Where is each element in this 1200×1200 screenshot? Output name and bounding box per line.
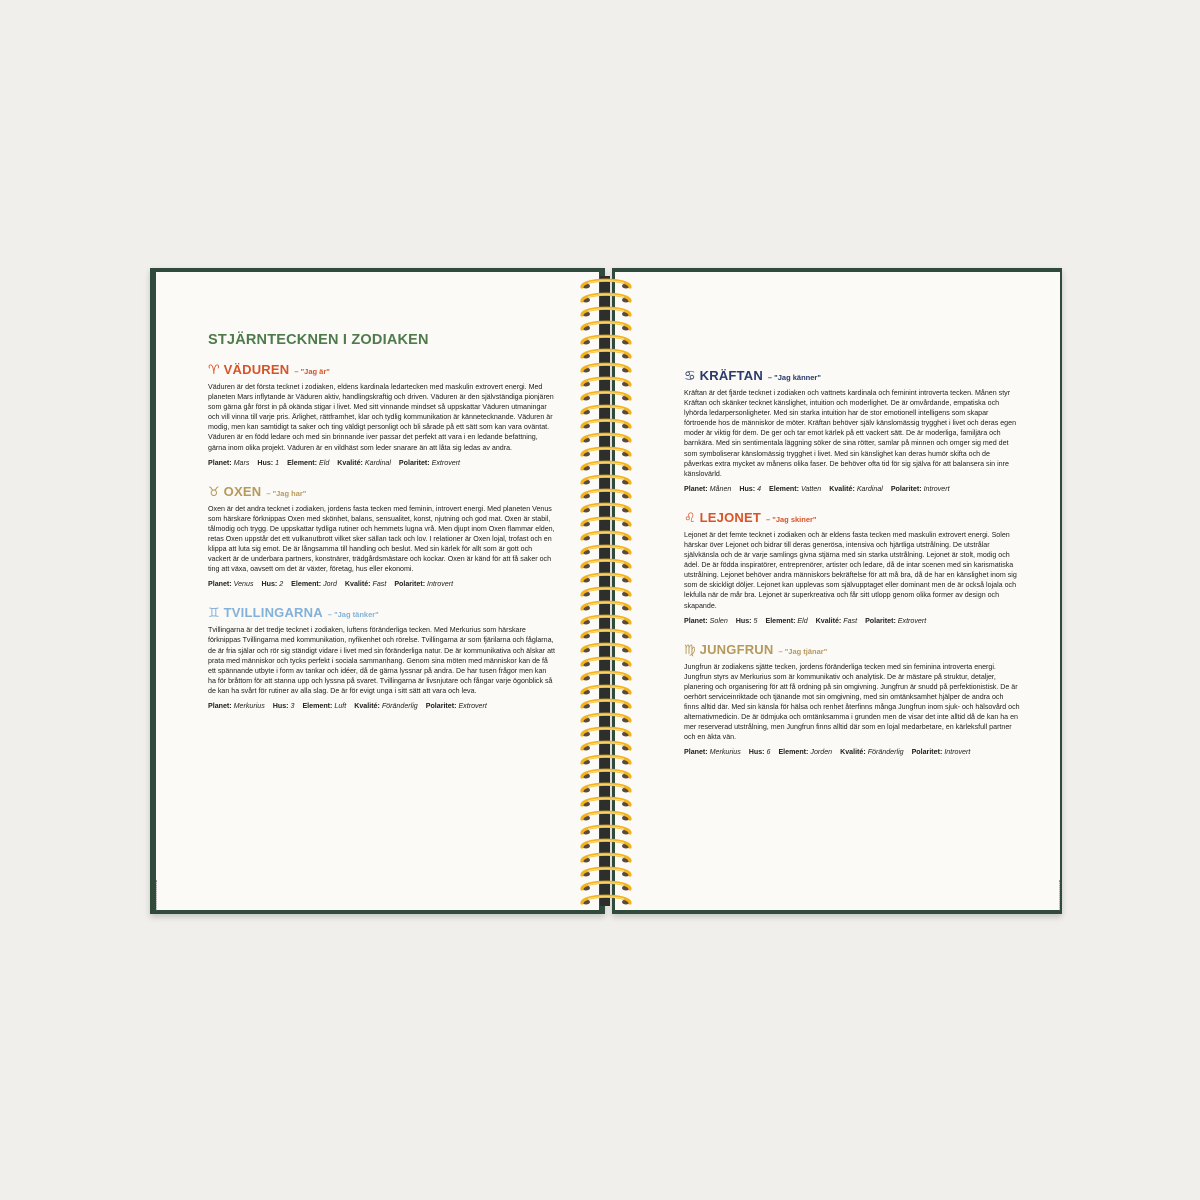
sign-heading xyxy=(684,510,1020,526)
sign-section xyxy=(208,362,555,467)
sign-heading xyxy=(208,605,555,621)
element-label: Element: xyxy=(302,701,333,710)
element-label: Element: xyxy=(769,484,799,493)
house-value: 5 xyxy=(753,616,758,625)
planet-label: Planet: xyxy=(684,484,708,493)
polarity-label: Polaritet: xyxy=(911,748,943,757)
house-value: 3 xyxy=(290,701,295,710)
quality-value: Kardinal xyxy=(364,458,391,467)
planet-label: Planet: xyxy=(684,616,708,625)
sign-section xyxy=(684,642,1020,757)
element-value: Jorden xyxy=(810,748,833,757)
left-page xyxy=(156,272,599,910)
sign-motto: – "Jag tänker" xyxy=(327,610,379,620)
quality-label: Kvalité: xyxy=(840,748,866,757)
house-value: 6 xyxy=(766,748,771,757)
left-sign-list xyxy=(208,362,555,710)
polarity-value: Extrovert xyxy=(897,616,927,625)
sign-facts xyxy=(208,459,555,467)
sign-description: Lejonet är det femte tecknet i zodiaken och är eldens fasta tecken med maskulin extrovert energi. Solen härskar över Lejonet och bidrar till deras generösa, intensiva och hjärtliga utstrålning. De utstrålar självkänsla och de är varje samlings givna stjärna med sin starka utstrålning. Lejonet är stolt, modig och ädel. De är födda inspiratörer, entreprenörer, artister och ledare, då de intar scenen med sin karismatiska utstrålning. Lejonet behöver andra människors bekräftelse för att må bra, då de har en känslighet inom sig som de skickligt döljer. Lejonet kan upplevas som självupptaget eller dominant men de är också lojala och lekfulla när de mår bra. Lejonet är superkreativa och får sitt utlopp genom olika former av design och skapande. xyxy=(684,530,1017,610)
sign-name: OXEN xyxy=(223,483,262,499)
quality-value: Föränderlig xyxy=(867,748,904,757)
planet-value: Solen xyxy=(709,616,728,625)
polarity-label: Polaritet: xyxy=(425,701,457,710)
sign-facts xyxy=(684,485,1020,493)
sign-section xyxy=(684,368,1020,493)
polarity-value: Introvert xyxy=(923,484,950,493)
sign-description: Jungfrun är zodiakens sjätte tecken, jordens föränderliga tecken med sin feminina introverta energi. Jungfrun styrs av Merkurius som är kommunikativ och analytisk. De är mästare på struktur, detaljer, planering och organisering för att få ordning på sin omgivning. Jungfrun är snudd på perfektionistisk. De är oerhört serviceinriktade och tjänande mot sin omgivning, med sin omtänksamhet hjälper de andra och finns alltid där. Med sin känsla för hälsa och renhet återfinns många Jungfrun inom sjuk- och hälsovård och alternativmedicin. De är ödmjuka och omtänksamma i grunden men de visar det inte alltid då de kan ha en mer reserverad utstrålning, men Jungfrun finns alltid där som en lojal medarbetare, en kärleksfull partner och en äkta vän. xyxy=(684,662,1020,742)
sign-heading xyxy=(208,484,555,500)
planet-value: Månen xyxy=(709,484,732,493)
zodiac-glyph-icon: ♋ xyxy=(684,369,696,384)
zodiac-glyph-icon: ♍ xyxy=(684,642,696,658)
polarity-value: Introvert xyxy=(944,748,971,757)
sign-section xyxy=(208,605,555,710)
house-label: Hus: xyxy=(261,580,278,589)
sign-heading xyxy=(208,362,555,378)
element-label: Element: xyxy=(765,616,796,625)
planet-value: Venus xyxy=(233,580,254,589)
zodiac-glyph-icon: ♉ xyxy=(208,484,220,500)
sign-description: Kräftan är det fjärde tecknet i zodiaken och vattnets kardinala och feminint introverta tecken. Månen styr Kräftan och skänker tecknet känslighet, intuition och moderlighet. De är omvårdande, empatiska och lyhörda ledarpersonligheter. Med sin starka intuition har de stor emotionell intelligens som skapar förtroende hos de människor de möter. Kräftan behöver själv känslomässig trygghet i livet och deras egen moder är viktig för dem. De ger och tar emot kärlek på ett vackert sätt. De är moderliga, familjära och barnkära. Med sin sentimentala läggning söker de sina rötter, samlar på minnen och omger sig med det som symboliserar känslomässig trygghet i livet. Med sin känslighet kan deras humör skifta och de påverkas extra mycket av månens olika faser. De behöver ofta tid för sig själva för att balansera sin inre känslovärld. xyxy=(684,389,1017,478)
planet-label: Planet: xyxy=(208,580,232,589)
sign-name: JUNGFRUN xyxy=(699,641,774,657)
sign-heading xyxy=(684,642,1020,658)
sign-facts xyxy=(208,702,555,710)
sign-name: TVILLINGARNA xyxy=(223,605,323,621)
planet-value: Mars xyxy=(233,458,250,467)
quality-label: Kvalité: xyxy=(354,701,380,710)
quality-value: Fast xyxy=(372,580,387,589)
sign-section xyxy=(208,484,555,589)
sign-motto: – "Jag känner" xyxy=(767,373,821,382)
spiral-binding xyxy=(572,276,642,906)
element-label: Element: xyxy=(291,580,322,589)
quality-label: Kvalité: xyxy=(829,484,855,493)
quality-label: Kvalité: xyxy=(337,458,363,467)
house-label: Hus: xyxy=(257,458,274,467)
element-label: Element: xyxy=(778,748,809,757)
polarity-label: Polaritet: xyxy=(890,484,922,493)
polarity-value: Extrovert xyxy=(431,458,461,467)
quality-value: Kardinal xyxy=(856,484,883,493)
sign-motto: – "Jag har" xyxy=(266,488,307,498)
sign-name: LEJONET xyxy=(699,509,762,525)
polarity-value: Extrovert xyxy=(458,701,487,710)
element-value: Eld xyxy=(797,616,808,625)
planet-label: Planet: xyxy=(208,701,232,710)
sign-facts xyxy=(684,617,1020,625)
sign-name: KRÄFTAN xyxy=(699,368,763,383)
house-value: 4 xyxy=(757,484,762,493)
element-value: Luft xyxy=(334,701,347,710)
sign-description: Tvillingarna är det tredje tecknet i zodiaken, luftens föränderliga tecken. Med Merkurius som härskare förknippas Tvillingarna med kommunikation, nyfikenhet och rörelse. Tvillingarna är som fjärilarna och fåglarna, de är fria själar och rör sig ständigt vidare i livet med sin föränderliga natur. De är kommunikativa och älskar att prata med människor och tycks perfekt i sociala sammanhang. Genom sina möten med människor kan de få ett spännande utbyte i form av tankar och idéer, då de gärna lyssnar på andra. De har tusen frågor men kan ha för bråttom för att stanna upp och lyssna på svaret. Tvillingarna är livsnjutare och fångar varje ögonblick så de kan ha svårt för rutiner av alla slag. De är för evigt unga i sitt sätt att vara och leva. xyxy=(208,626,555,695)
planet-value: Merkurius xyxy=(709,748,741,757)
zodiac-glyph-icon: ♌ xyxy=(684,510,696,526)
polarity-label: Polaritet: xyxy=(398,458,430,467)
sign-motto: – "Jag tjänar" xyxy=(778,646,828,656)
quality-value: Fast xyxy=(843,616,858,625)
sign-motto: – "Jag är" xyxy=(294,367,330,376)
house-label: Hus: xyxy=(272,701,289,710)
element-value: Jord xyxy=(323,580,337,589)
planet-label: Planet: xyxy=(684,748,708,757)
sign-description: Väduren är det första tecknet i zodiaken, eldens kardinala ledartecken med maskulin extrovert energi. Med planeten Mars inflytande är Väduren aktiv, handlingskraftig och driven. Väduren är den självständiga pionjären som gärna går först in på okända stigar i livet. Med sitt vinnande mindset så uppskattar Väduren utmaningar och vill vinna till varje pris. Ärlighet, rättframhet, klar och tydlig kommunikation är kännetecknande. Väduren är modig, men kan samtidigt ta saker och ting väldigt personligt och bli sårade på ett sätt som kan vara oväntat. Väduren är en född ledare och med sin brinnande iver passar det perfekt att vara i en ledande befattning, gärna inom olika projekt. Väduren är en vildhäst som leder snarare än att låta sig ledas av andra. xyxy=(208,383,554,452)
house-label: Hus: xyxy=(739,484,756,493)
sign-motto: – "Jag skiner" xyxy=(766,514,817,524)
house-value: 1 xyxy=(275,458,280,467)
right-page xyxy=(615,272,1060,910)
house-label: Hus: xyxy=(735,616,752,625)
polarity-label: Polaritet: xyxy=(865,616,896,625)
right-sign-list xyxy=(684,368,1020,756)
planet-value: Merkurius xyxy=(233,701,265,710)
zodiac-glyph-icon: ♊ xyxy=(208,606,220,622)
element-label: Element: xyxy=(287,458,318,467)
polarity-label: Polaritet: xyxy=(394,580,426,589)
quality-label: Kvalité: xyxy=(344,580,371,589)
planet-label: Planet: xyxy=(208,458,232,467)
sign-name: VÄDUREN xyxy=(223,362,290,377)
quality-label: Kvalité: xyxy=(815,616,842,625)
element-value: Eld xyxy=(319,458,330,467)
sign-description: Oxen är det andra tecknet i zodiaken, jordens fasta tecken med feminin, introvert energi. Med planeten Venus som härskare förknippas Oxen med skönhet, balans, sensualitet, konst, njutning och god mat. Oxen är stabil, tålmodig och trygg. De uppskattar tydliga rutiner och hemmets lugna vrå. Men djupt inom Oxen flammar elden, retas Oxen uppstår det ett vulkanutbrott vilket sker sällan tack och lov. I relationer är Oxen lojal, trofast och en klippa att luta sig emot. De är långsamma till handling och beslut. Med sin kärlek för allt som är gott och vackert är de underbara partners, konstnärer, trädgårdsmästare och kockar. Oxen är känd för att få saker och ting att växa, oavsett om det är växter, företag, hus eller ekonomi. xyxy=(208,504,555,574)
sign-heading xyxy=(684,368,1020,384)
house-value: 2 xyxy=(279,580,284,589)
sign-facts xyxy=(684,748,1020,756)
sign-section xyxy=(684,510,1020,625)
page-title: STJÄRNTECKNEN I ZODIAKEN xyxy=(208,332,429,348)
zodiac-glyph-icon: ♈ xyxy=(208,363,220,378)
element-value: Vatten xyxy=(800,484,822,493)
sign-facts xyxy=(208,580,555,588)
polarity-value: Introvert xyxy=(427,580,454,589)
quality-value: Föränderlig xyxy=(381,701,418,710)
house-label: Hus: xyxy=(748,748,765,757)
